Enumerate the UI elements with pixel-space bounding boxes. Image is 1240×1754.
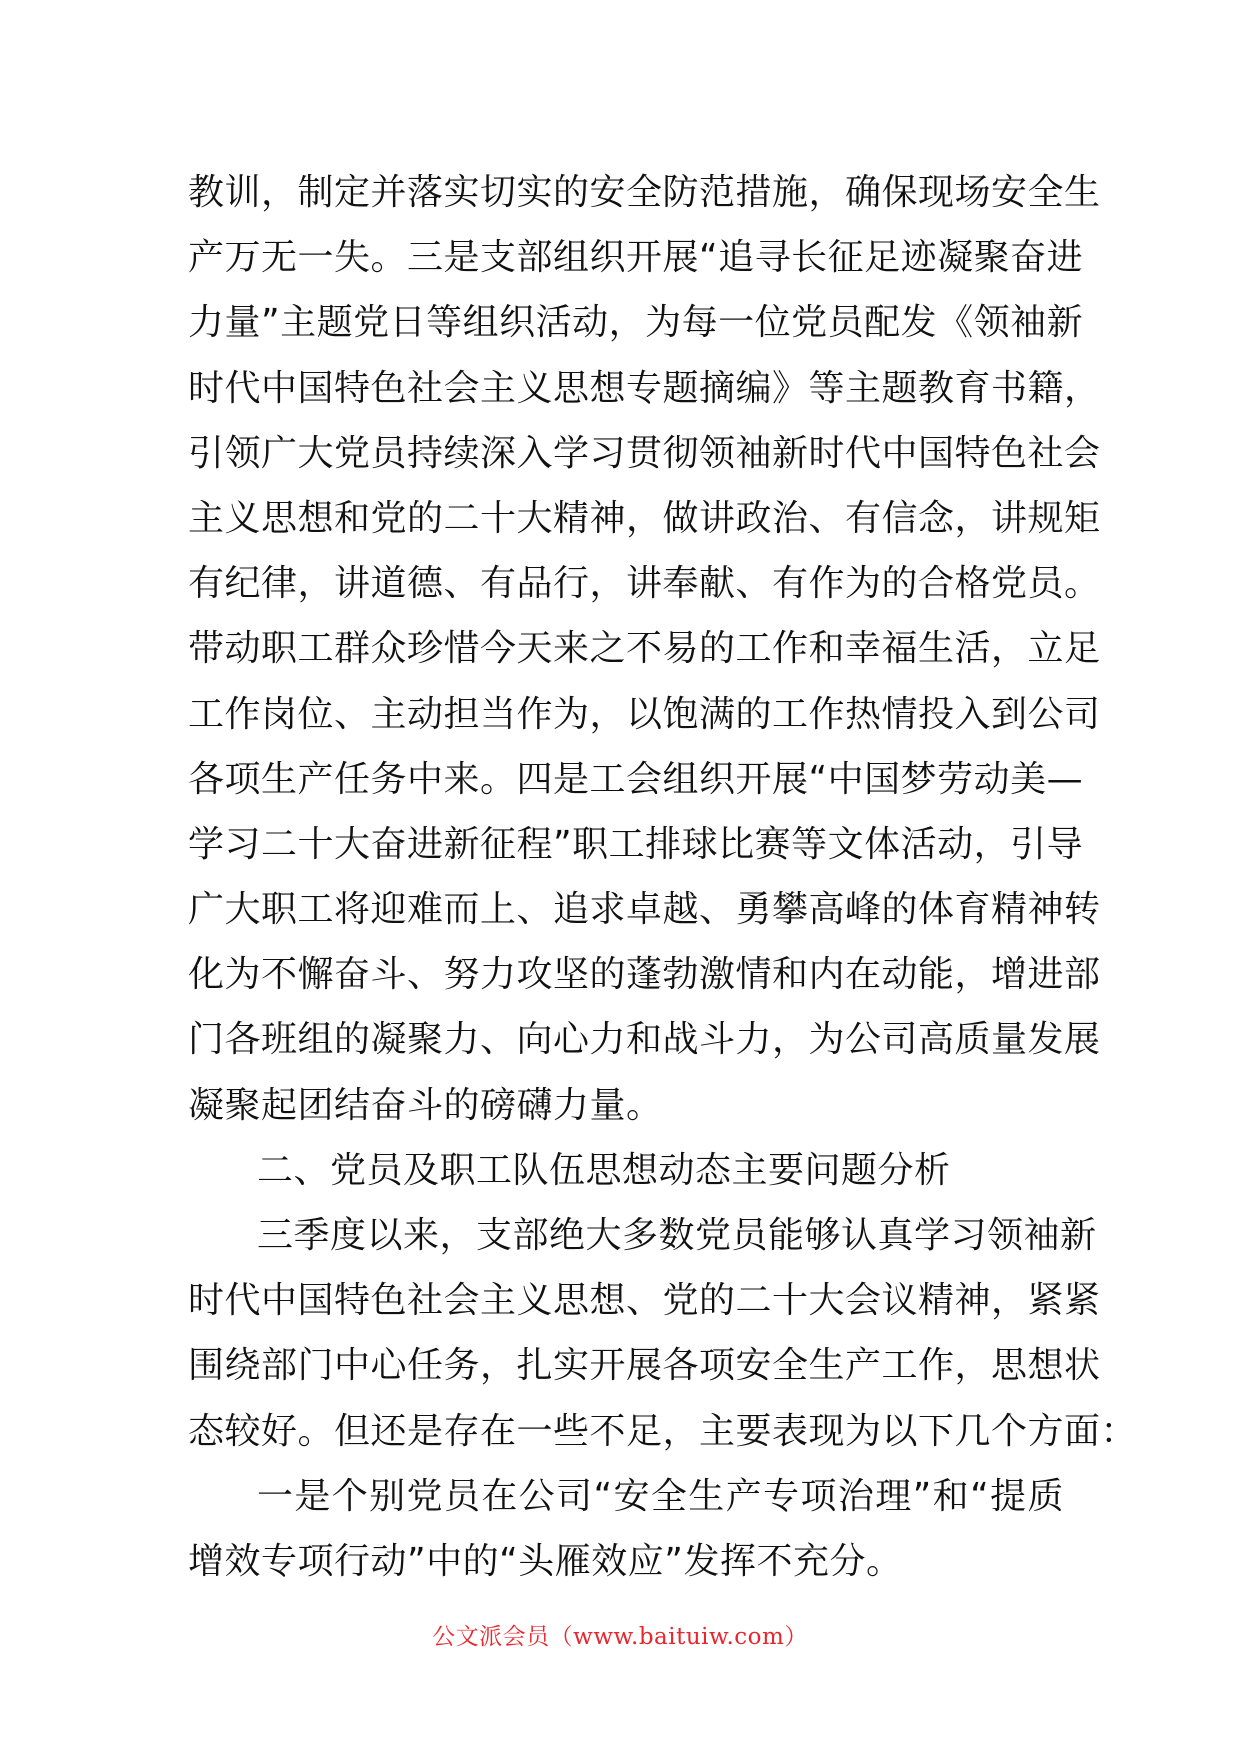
paragraph-line: 门各班组的凝聚力、向心力和战斗力，为公司高质量发展 <box>188 1019 1101 1061</box>
paragraph-line: 广大职工将迎难而上、追求卓越、勇攀高峰的体育精神转 <box>188 889 1101 931</box>
paragraph-line: 时代中国特色社会主义思想专题摘编》等主题教育书籍， <box>188 367 1101 409</box>
paragraph-line: 时代中国特色社会主义思想、党的二十大会议精神，紧紧 <box>188 1280 1101 1322</box>
paragraph-line: 各项生产任务中来。四是工会组织开展“中国梦劳动美— <box>188 758 1084 800</box>
paragraph-line: 三季度以来，支部绝大多数党员能够认真学习领袖新 <box>257 1215 1097 1256</box>
document-body <box>188 160 1138 1594</box>
paragraph-line: 主义思想和党的二十大精神，做讲政治、有信念，讲规矩 <box>188 497 1101 539</box>
paragraph-line: 产万无一失。三是支部组织开展“追寻长征足迹凝聚奋进 <box>188 237 1084 279</box>
paragraph-line: 化为不懈奋斗、努力攻坚的蓬勃激情和内在动能，增进部 <box>188 954 1101 996</box>
paragraph-line: 凝聚起团结奋斗的磅礴力量。 <box>188 1084 663 1126</box>
paragraph-line: 一是个别党员在公司“安全生产专项治理”和“提质 <box>257 1475 1064 1517</box>
section-heading: 二、党员及职工队伍思想动态主要问题分析 <box>257 1149 951 1191</box>
paragraph-line: 带动职工群众珍惜今天来之不易的工作和幸福生活，立足 <box>188 628 1101 670</box>
paragraph-line: 引领广大党员持续深入学习贯彻领袖新时代中国特色社会 <box>188 432 1101 474</box>
paragraph-line: 学习二十大奋进新征程”职工排球比赛等文体活动，引导 <box>188 823 1084 865</box>
footer-watermark: 公文派会员（www.baituiw.com） <box>432 1624 808 1650</box>
paragraph-line: 有纪律，讲道德、有品行，讲奉献、有作为的合格党员。 <box>188 563 1101 605</box>
paragraph-line: 工作岗位、主动担当作为，以饱满的工作热情投入到公司 <box>188 693 1101 735</box>
paragraph-line: 态较好。但还是存在一些不足，主要表现为以下几个方面： <box>188 1410 1138 1452</box>
paragraph-line: 力量”主题党日等组织活动，为每一位党员配发《领袖新 <box>188 302 1084 344</box>
paragraph-line: 教训，制定并落实切实的安全防范措施，确保现场安全生 <box>188 172 1101 213</box>
paragraph-line: 增效专项行动”中的“头雁效应”发挥不充分。 <box>188 1540 903 1582</box>
paragraph-line: 围绕部门中心任务，扎实开展各项安全生产工作，思想状 <box>188 1345 1101 1387</box>
